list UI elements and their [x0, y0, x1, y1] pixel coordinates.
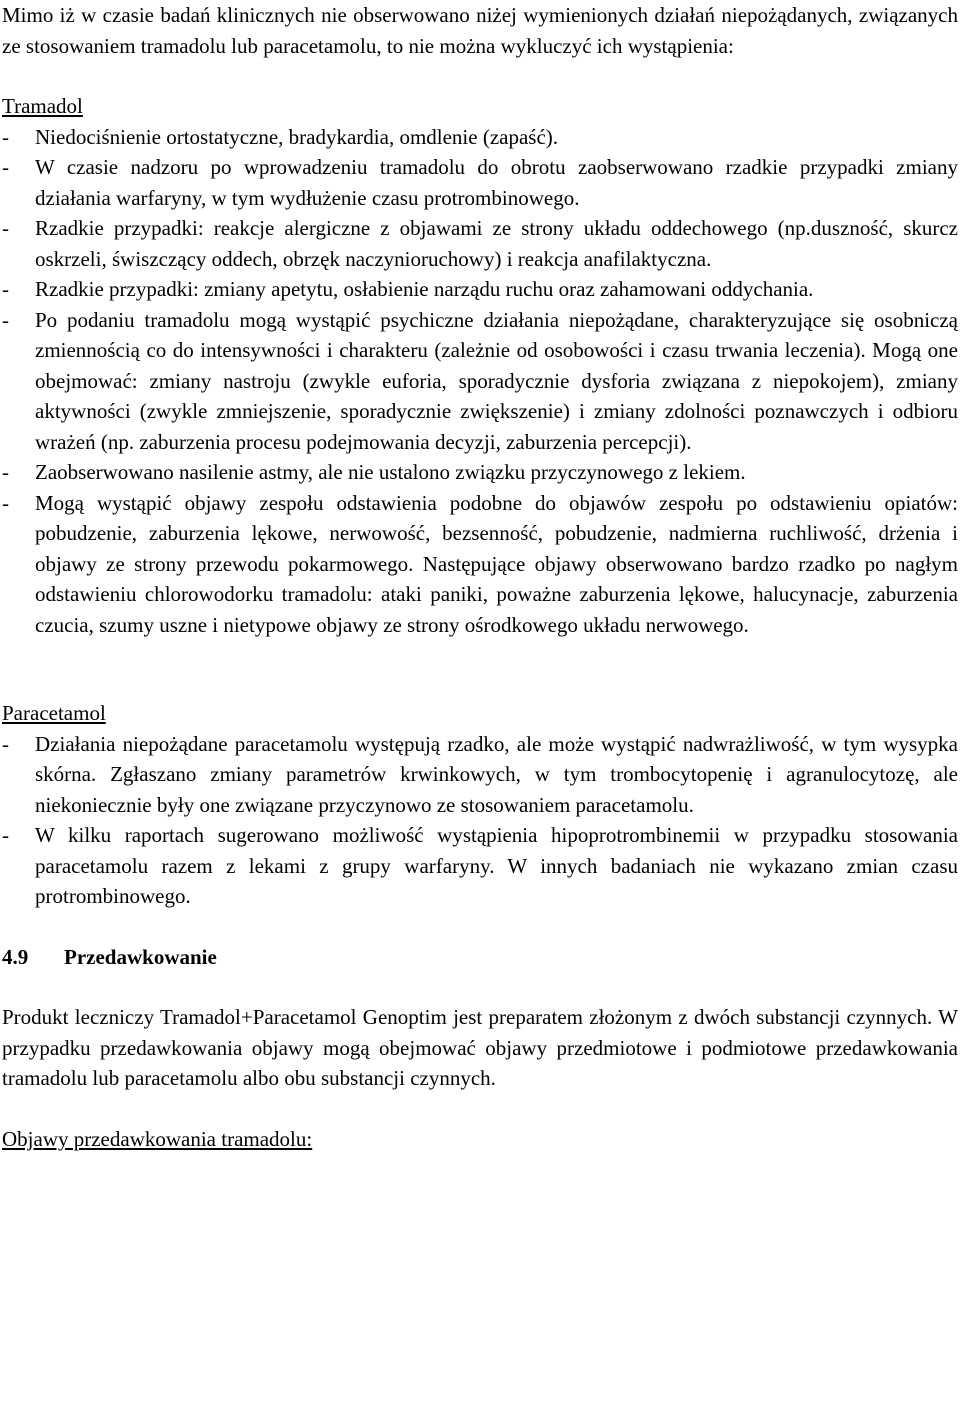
tramadol-list	[2, 122, 958, 641]
overdose-paragraph: Produkt leczniczy Tramadol+Paracetamol Genoptim jest preparatem złożonym z dwóch substancji czynnych. W przypadku przedawkowania objawy mogą obejmować objawy przedmiotowe i podmiotowe przedawkowania tramadolu lub paracetamolu albo obu substancji czynnych.	[2, 1005, 958, 1090]
overdose-tramadol-subheading: Objawy przedawkowania tramadolu:	[2, 1126, 313, 1151]
list-item	[2, 457, 958, 488]
list-item	[2, 152, 958, 213]
dash-bullet: -	[2, 460, 9, 484]
dash-bullet: -	[2, 823, 9, 847]
dash-bullet: -	[2, 124, 9, 149]
list-item-text: Zaobserwowano nasilenie astmy, ale nie ustalono związku przyczynowego z lekiem.	[35, 460, 746, 484]
list-item-text: W kilku raportach sugerowano możliwość wystąpienia hipoprotrombinemii w przypadku stosowania paracetamolu razem z lekami z grupy warfaryny. W innych badaniach nie wykazano zmian czasu protrombinowego.	[35, 823, 958, 908]
section-heading-overdose	[2, 942, 958, 973]
list-item-text: Działania niepożądane paracetamolu występują rzadko, ale może wystąpić nadwrażliwość, w tym wysypka skórna. Zgłaszano zmiany parametrów krwinkowych, w tym trombocytopenię i agranulocytozę, ale niekoniecznie były one związane przyczynowo ze stosowaniem paracetamolu.	[35, 731, 958, 817]
dash-bullet: -	[2, 731, 9, 756]
list-item-text: Mogą wystąpić objawy zespołu odstawienia podobne do objawów zespołu po odstawieniu opiatów: pobudzenie, zaburzenia lękowe, nerwowość, bezsenność, pobudzenie, nadmierna ruchliwość, drżenia i objawy ze strony przewodu pokarmowego. Następujące objawy obserwowano bardzo rzadko po nagłym odstawieniu chlorowodorku tramadolu: ataki paniki, poważne zaburzenia lękowe, halucynacje, zaburzenia czucia, szumy uszne i nietypowe objawy ze strony ośrodkowego układu nerwowego.	[35, 490, 958, 637]
list-item	[2, 213, 958, 274]
list-item-text: W czasie nadzoru po wprowadzeniu tramadolu do obrotu zaobserwowano rzadkie przypadki zmiany działania warfaryny, w tym wydłużenie czasu protrombinowego.	[35, 155, 958, 210]
dash-bullet: -	[2, 307, 9, 332]
dash-bullet: -	[2, 490, 9, 515]
section-title: Przedawkowanie	[64, 944, 217, 969]
tramadol-heading: Tramadol	[2, 94, 83, 118]
intro-paragraph: Mimo iż w czasie badań klinicznych nie obserwowano niżej wymienionych działań niepożądanych, związanych ze stosowaniem tramadolu lub paracetamolu, to nie można wykluczyć ich wystąpienia:	[2, 3, 958, 58]
list-item	[2, 820, 958, 912]
list-item	[2, 274, 958, 305]
list-item-text: Rzadkie przypadki: reakcje alergiczne z objawami ze strony układu oddechowego (np.duszność, skurcz oskrzeli, świszczący oddech, obrzęk naczynioruchowy) i reakcja anafilaktyczna.	[35, 216, 958, 271]
list-item-text: Rzadkie przypadki: zmiany apetytu, osłabienie narządu ruchu oraz zahamowani oddychania.	[35, 277, 814, 301]
list-item-text: Po podaniu tramadolu mogą wystąpić psychiczne działania niepożądane, charakteryzujące się osobniczą zmiennością co do intensywności i charakteru (zależnie od osobowości i czasu trwania leczenia). Mogą one obejmować: zmiany nastroju (zwykle euforia, sporadycznie dysforia związana z niepokojem), zmiany aktywności (zwykle zmniejszenie, sporadycznie zwiększenie) i zmiany zdolności poznawczych i odbioru wrażeń (np. zaburzenia procesu podejmowania decyzji, zaburzenia percepcji).	[35, 307, 958, 454]
list-item	[2, 122, 958, 153]
list-item	[2, 488, 958, 641]
list-item-text: Niedociśnienie ortostatyczne, bradykardia, omdlenie (zapaść).	[35, 124, 559, 149]
list-item	[2, 305, 958, 458]
section-number: 4.9	[2, 944, 29, 969]
paracetamol-list	[2, 729, 958, 912]
list-item	[2, 729, 958, 821]
dash-bullet: -	[2, 216, 9, 240]
dash-bullet: -	[2, 155, 9, 179]
dash-bullet: -	[2, 277, 9, 301]
paracetamol-heading: Paracetamol	[2, 701, 106, 725]
